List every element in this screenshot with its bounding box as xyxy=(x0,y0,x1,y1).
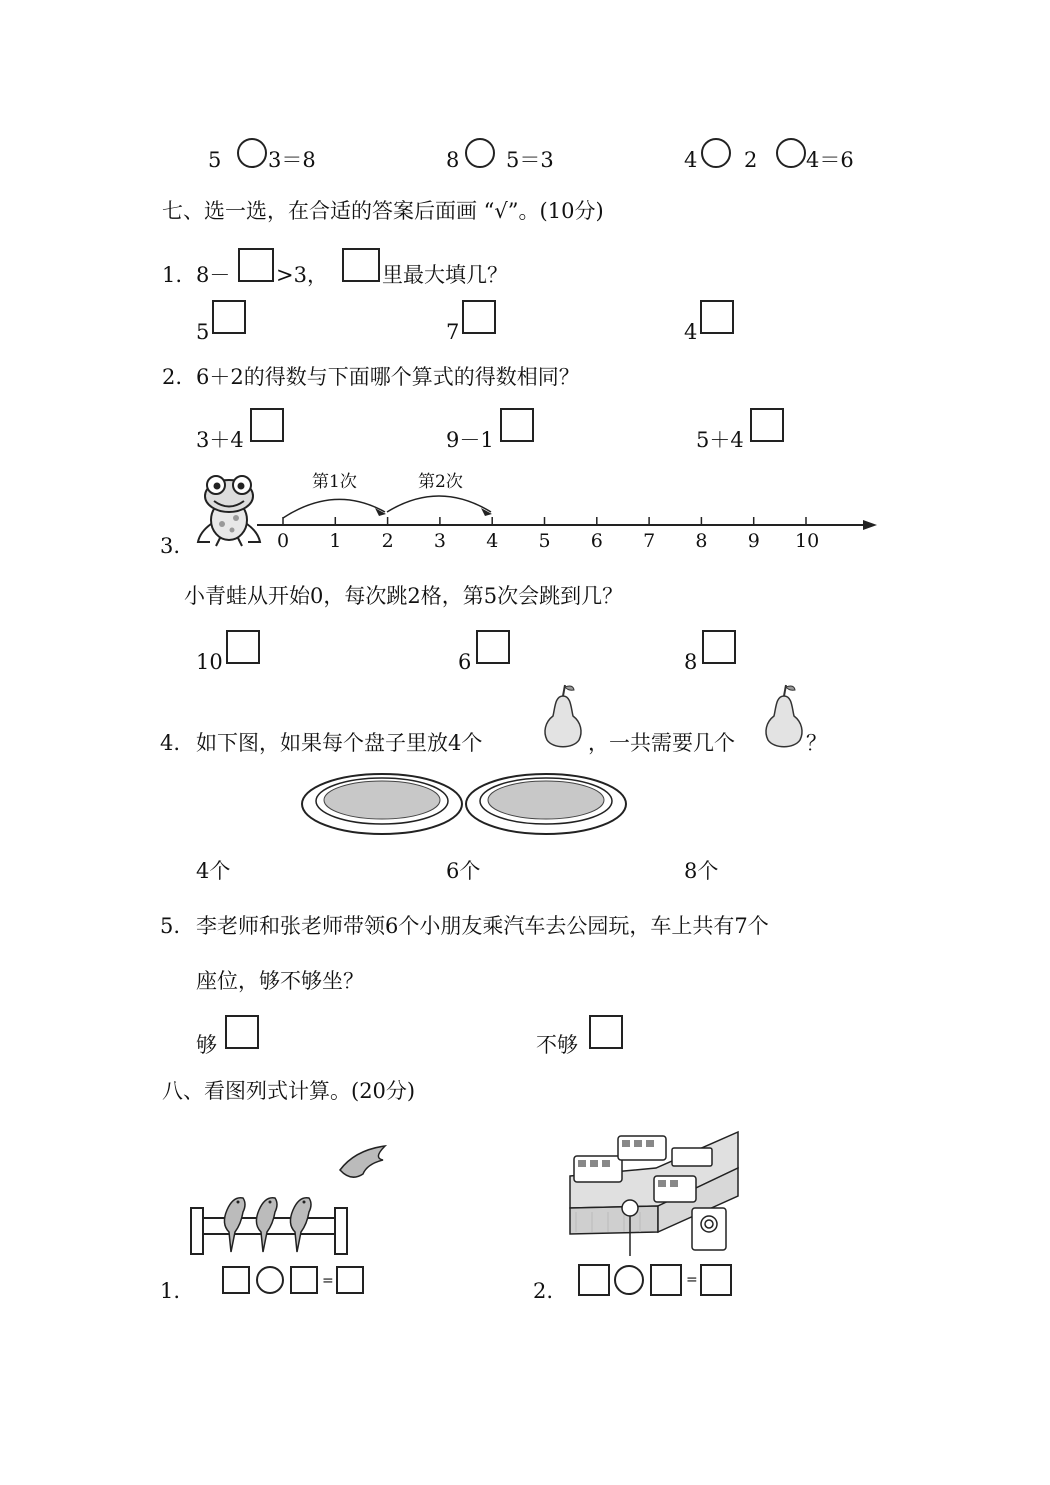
q4-number: 4. xyxy=(160,731,181,755)
q2-option-label: 9－1 xyxy=(446,428,494,452)
q2-text: 6＋2的得数与下面哪个算式的得数相同？ xyxy=(196,365,580,389)
answer-checkbox[interactable] xyxy=(462,300,496,334)
tick-label: 3 xyxy=(433,530,446,552)
q4-part1: 如下图，如果每个盘子里放4个 xyxy=(196,731,483,755)
q1-option-label: 4 xyxy=(684,320,698,344)
q1-option-label: 5 xyxy=(196,320,210,344)
operator-circle[interactable] xyxy=(776,138,806,168)
q2-option-label: 3＋4 xyxy=(196,428,244,452)
answer-checkbox[interactable] xyxy=(212,300,246,334)
answer-checkbox[interactable] xyxy=(702,630,736,664)
q2-number: 2. xyxy=(162,365,183,389)
blank-box[interactable] xyxy=(342,248,380,282)
p1-number: 1. xyxy=(160,1279,181,1303)
q1-number: 1. xyxy=(162,263,183,287)
p2-number: 2. xyxy=(533,1279,554,1303)
q4-option-label: 6个 xyxy=(446,859,481,883)
q5-line2: 座位，够不够坐？ xyxy=(196,969,364,993)
blank-box[interactable] xyxy=(578,1264,610,1296)
operator-circle[interactable] xyxy=(465,138,495,168)
answer-checkbox[interactable] xyxy=(500,408,534,442)
equals-sign: = xyxy=(322,1273,334,1289)
tick-label: 10 xyxy=(795,530,820,552)
row6-item1-b: 3＝8 xyxy=(268,148,316,172)
answer-checkbox[interactable] xyxy=(225,1015,259,1049)
q1-option-label: 7 xyxy=(446,320,460,344)
answer-checkbox[interactable] xyxy=(700,300,734,334)
q3-number: 3. xyxy=(160,534,181,558)
q3-option-label: 6 xyxy=(458,650,472,674)
tick-label: 0 xyxy=(277,530,290,552)
tick-label: 4 xyxy=(486,530,499,552)
row6-item3-c: 4＝6 xyxy=(806,148,854,172)
tick-label: 1 xyxy=(329,530,342,552)
q4-option-label: 4个 xyxy=(196,859,231,883)
tick-label: 5 xyxy=(538,530,551,552)
pear-icon xyxy=(762,682,806,750)
q2-option-label: 5＋4 xyxy=(696,428,744,452)
answer-checkbox[interactable] xyxy=(589,1015,623,1049)
answer-checkbox[interactable] xyxy=(226,630,260,664)
answer-checkbox[interactable] xyxy=(476,630,510,664)
section8-title: 八、看图列式计算。(20分) xyxy=(162,1079,416,1103)
frog-illustration xyxy=(196,474,262,548)
tick-label: 9 xyxy=(747,530,760,552)
q5-line1: 李老师和张老师带领6个小朋友乘汽车去公园玩，车上共有7个 xyxy=(196,914,769,938)
row6-item3-b: 2 xyxy=(744,148,758,172)
q5-number: 5. xyxy=(160,914,181,938)
buses-illustration xyxy=(566,1128,744,1258)
row6-item2-b: 5＝3 xyxy=(506,148,554,172)
answer-checkbox[interactable] xyxy=(750,408,784,442)
section7-title: 七、选一选，在合适的答案后面画 “√”。(10分) xyxy=(162,199,604,223)
q3-option-label: 10 xyxy=(196,650,223,674)
tick-label: 8 xyxy=(695,530,708,552)
operator-circle[interactable] xyxy=(701,138,731,168)
blank-box[interactable] xyxy=(290,1266,318,1294)
plate-illustration xyxy=(300,772,630,836)
birds-on-fence-illustration xyxy=(185,1140,410,1260)
equals-sign: = xyxy=(686,1272,698,1288)
q3-option-label: 8 xyxy=(684,650,698,674)
q3-text: 小青蛙从开始0，每次跳2格，第5次会跳到几？ xyxy=(184,584,624,608)
q1-suffix: 里最大填几？ xyxy=(382,263,508,287)
row6-item2-a: 8 xyxy=(446,148,460,172)
answer-checkbox[interactable] xyxy=(250,408,284,442)
q4-part3: ？ xyxy=(806,731,827,755)
blank-box[interactable] xyxy=(700,1264,732,1296)
tick-label: 7 xyxy=(643,530,656,552)
operator-circle[interactable] xyxy=(237,138,267,168)
operator-circle[interactable] xyxy=(614,1265,644,1295)
blank-box[interactable] xyxy=(222,1266,250,1294)
jump-label-2: 第2次 xyxy=(418,472,463,492)
blank-box[interactable] xyxy=(650,1264,682,1296)
tick-label: 6 xyxy=(590,530,603,552)
q5-option-label: 够 xyxy=(196,1033,217,1057)
q1-mid: >3， xyxy=(276,263,328,287)
q4-part2: ，一共需要几个 xyxy=(588,731,735,755)
blank-box[interactable] xyxy=(336,1266,364,1294)
row6-item3-a: 4 xyxy=(684,148,698,172)
jump-label-1: 第1次 xyxy=(312,472,357,492)
row6-item1-a: 5 xyxy=(208,148,222,172)
pear-icon xyxy=(541,682,585,750)
blank-box[interactable] xyxy=(238,248,274,282)
operator-circle[interactable] xyxy=(256,1266,284,1294)
tick-label: 2 xyxy=(381,530,394,552)
q1-prefix: 8－ xyxy=(196,263,231,287)
q5-option-label: 不够 xyxy=(536,1033,578,1057)
q4-option-label: 8个 xyxy=(684,859,719,883)
